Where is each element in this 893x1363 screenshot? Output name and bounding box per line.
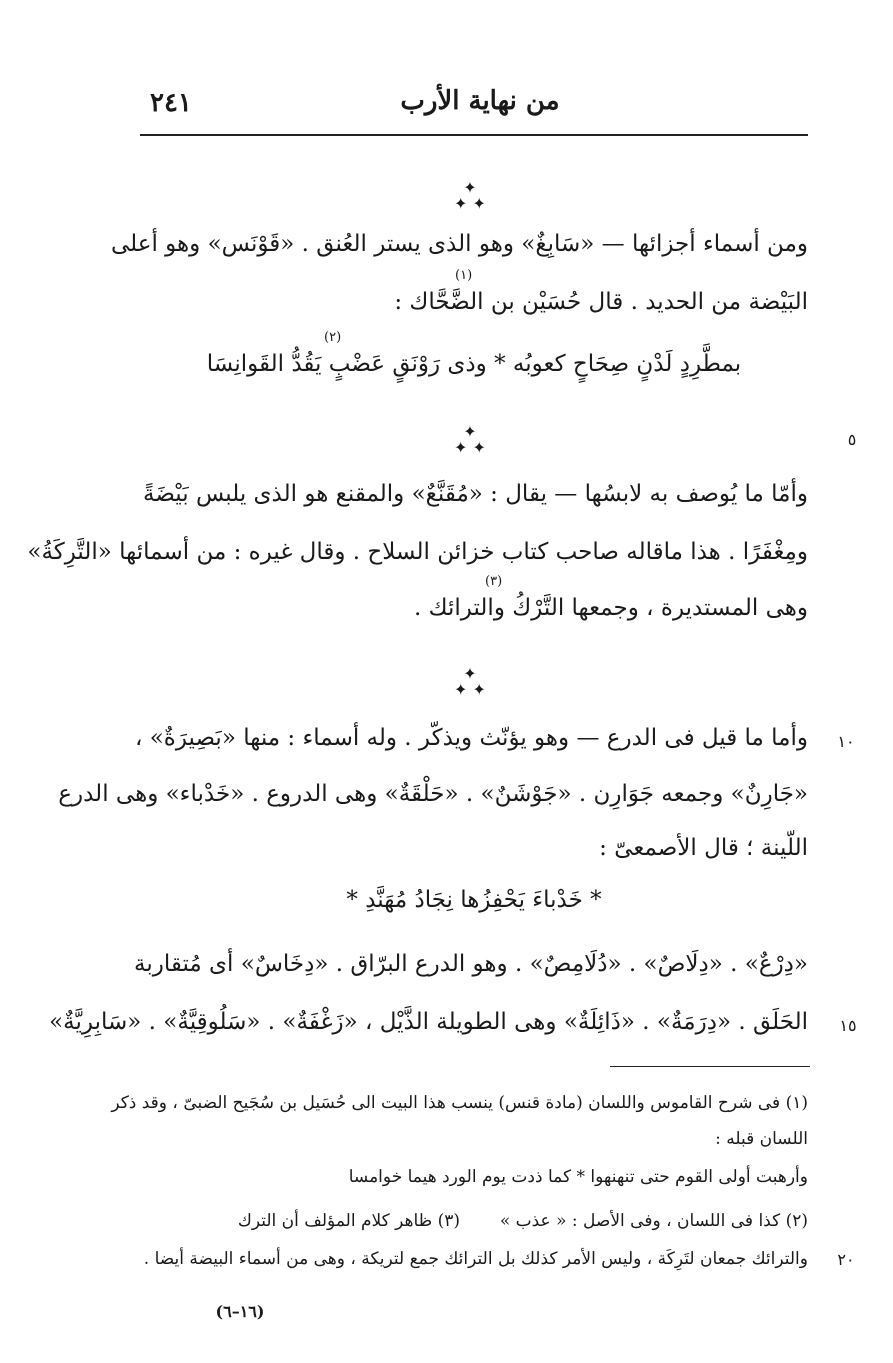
paragraph-line: «جَارِنٌ» وجمعه جَوَارِن . «جَوْشَنٌ» . «حَلْقَةٌ» وهى الدروع . «خَدْباء» وهى الدرع (58, 781, 808, 807)
footnote-line: (٢) كذا فى اللسان ، وفى الأصل : « عذب » (499, 1211, 808, 1231)
ornament-star-bottom: ✦ ✦ (454, 438, 486, 457)
footnote-ref: (١) (455, 268, 473, 283)
footnote-ref: (٣) (485, 574, 503, 589)
margin-line-number: ١٥ (839, 1016, 857, 1035)
paragraph-line: ومِغْفَرًا . هذا ماقاله صاحب كتاب خزائن السلاح . وقال غيره : من أسمائها «التَّرِكَةُ» (27, 539, 808, 565)
paragraph-line: الحَلَق . «دِرَمَةٌ» . «ذَائِلَةٌ» وهى الطويلة الذَّيْل ، «زَغْفَةٌ» . «سَلُوقِيَّةٌ» . «سَابِرِيَّةٌ» (49, 1009, 808, 1035)
ornament-star-top: ✦ (463, 422, 477, 441)
paragraph-line: اللّينة ؛ قال الأصمعىّ : (599, 835, 808, 861)
paragraph-line: وهى المستديرة ، وجمعها التَّرْكُ والترائك . (414, 595, 808, 621)
margin-line-number: ٥ (847, 430, 857, 449)
paragraph-line: وأما ما قيل فى الدرع — وهو يؤنّث ويذكّر . وله أسماء : منها «بَصِيرَةٌ» ، (135, 725, 808, 751)
footnote-rule (610, 1066, 810, 1067)
paragraph-line: «دِرْعٌ» . «دِلَاصٌ» . «دُلَامِصٌ» . وهو الدرع البرّاق . «دِخَاسٌ» أى مُتقاربة (133, 951, 808, 977)
ornament-star-bottom: ✦ ✦ (454, 680, 486, 699)
footnote-verse: وأرهبت أولى القوم حتى تنهنهوا * كما ذدت يوم الورد هيما خوامسا (348, 1167, 808, 1187)
ornament-star-top: ✦ (463, 664, 477, 683)
paragraph-line: البَيْضة من الحديد . قال حُسَيْن بن الضَّحَّاك : (394, 289, 808, 315)
footnote-line: (٣) ظاهر كلام المؤلف أن الترك (237, 1211, 460, 1231)
section-ornament (440, 666, 500, 698)
header-rule (140, 134, 808, 136)
section-ornament (440, 424, 500, 456)
footnote-line: (١) فى شرح القاموس واللسان (مادة قنس) ينسب هذا البيت الى حُسَيل بن سُجَيح الضبىّ ، وقد ذكر (111, 1093, 808, 1113)
margin-line-number: ٢٠ (837, 1250, 855, 1269)
verse-line: * خَدْباءَ يَحْفِزُها نِجَادُ مُهَنَّدِ * (346, 887, 602, 913)
footnote-ref: (٢) (324, 330, 342, 345)
footnote-line: اللسان قبله : (715, 1129, 808, 1149)
ornament-star-top: ✦ (463, 178, 477, 197)
verse-line: بمطَّرِدٍ لَدْنٍ صِحَاحٍ كعوبُه * وذى رَوْنَقٍ عَضْبٍ يَقُدُّ القَوانِسَا (206, 351, 742, 377)
running-title: من نهاية الأرب (400, 86, 560, 116)
page-number: ٢٤١ (150, 88, 192, 118)
section-ornament (440, 180, 500, 212)
footnote-line: والترائك جمعان لتَرِكَة ، وليس الأمر كذلك بل الترائك جمع لتريكة ، وهى من أسماء البيضة أيضا . (143, 1249, 808, 1269)
ornament-star-bottom: ✦ ✦ (454, 194, 486, 213)
paragraph-line: ومن أسماء أجزائها — «سَابِغٌ» وهو الذى يستر العُنق . «قَوْنَس» وهو أعلى (110, 231, 808, 257)
paragraph-line: وأمّا ما يُوصف به لابسُها — يقال : «مُقَنَّعٌ» والمقنع هو الذى يلبس بَيْضَةً (143, 481, 808, 507)
printer-signature: (١٦–٦) (215, 1302, 265, 1321)
margin-line-number: ١٠ (837, 732, 855, 751)
